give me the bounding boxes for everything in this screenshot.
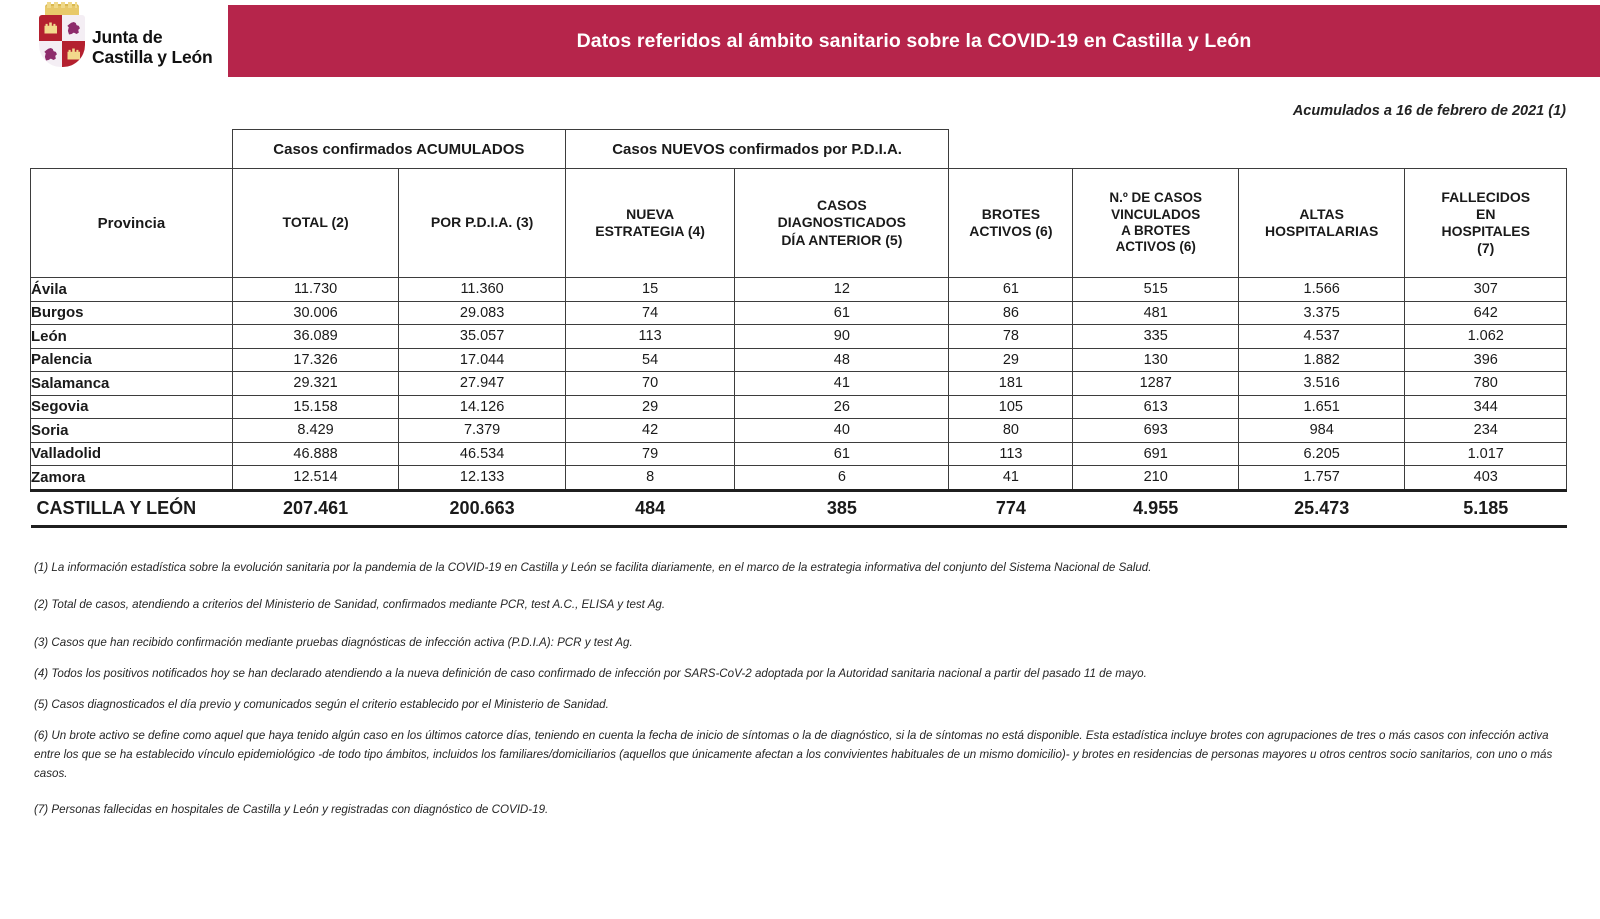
footnotes [34, 560, 1566, 819]
total-cell-por-pdia: 200.663 [399, 490, 566, 526]
cell-provincia: Salamanca [31, 372, 233, 396]
cell-vinculados: 1287 [1073, 372, 1239, 396]
table-row [31, 348, 1567, 372]
cell-provincia: Soria [31, 419, 233, 443]
table-row [31, 278, 1567, 302]
cell-brotes: 61 [949, 278, 1073, 302]
cell-dia-anterior: 90 [735, 325, 949, 349]
column-header-dia-anterior-line2: DIAGNOSTICADOS [777, 214, 907, 231]
cell-total: 46.888 [232, 442, 399, 466]
cell-nueva-estrategia: 8 [565, 466, 735, 491]
cell-vinculados: 481 [1073, 301, 1239, 325]
cell-brotes: 181 [949, 372, 1073, 396]
cell-altas: 1.566 [1238, 278, 1405, 302]
cell-provincia: Ávila [31, 278, 233, 302]
cell-vinculados: 515 [1073, 278, 1239, 302]
group-header-spacer [31, 130, 233, 169]
group-header-spacer-right [949, 130, 1567, 169]
cell-por-pdia: 27.947 [399, 372, 566, 396]
cell-provincia: Valladolid [31, 442, 233, 466]
cell-dia-anterior: 6 [735, 466, 949, 491]
shield-quarter-castle-1 [39, 15, 62, 41]
total-cell-brotes: 774 [949, 490, 1073, 526]
cell-total: 36.089 [232, 325, 399, 349]
table-total-row [31, 490, 1567, 526]
cell-provincia: Palencia [31, 348, 233, 372]
cell-fallecidos: 307 [1405, 278, 1567, 302]
column-header-vinculados-line2: VINCULADOS [1111, 206, 1201, 222]
table-row [31, 442, 1567, 466]
cell-total: 12.514 [232, 466, 399, 491]
column-header-altas-line2: HOSPITALARIAS [1265, 223, 1379, 239]
table-group-header-row [31, 130, 1567, 169]
cell-total: 11.730 [232, 278, 399, 302]
column-header-por-pdia: POR P.D.I.A. (3) [399, 169, 566, 278]
cell-vinculados: 693 [1073, 419, 1239, 443]
cell-brotes: 80 [949, 419, 1073, 443]
cell-vinculados: 691 [1073, 442, 1239, 466]
column-header-dia-anterior [735, 169, 949, 278]
footnote-3: (3) Casos que han recibido confirmación mediante pruebas diagnósticas de infección activa (P.D.I.A): PCR y test Ag. [34, 636, 633, 650]
column-header-nueva-estrategia-line1: NUEVA [626, 205, 675, 222]
cell-dia-anterior: 61 [735, 301, 949, 325]
cell-brotes: 113 [949, 442, 1073, 466]
title-banner [228, 5, 1600, 77]
column-header-vinculados-line1: N.º DE CASOS [1109, 190, 1203, 206]
cell-fallecidos: 234 [1405, 419, 1567, 443]
cell-altas: 1.757 [1238, 466, 1405, 491]
cell-total: 29.321 [232, 372, 399, 396]
cell-nueva-estrategia: 113 [565, 325, 735, 349]
cell-brotes: 86 [949, 301, 1073, 325]
table-column-header-row [31, 169, 1567, 278]
column-header-fallecidos-line4: (7) [1477, 240, 1495, 257]
junta-castilla-leon-crest-icon [36, 4, 88, 70]
cell-altas: 3.375 [1238, 301, 1405, 325]
cell-nueva-estrategia: 29 [565, 395, 735, 419]
covid-data-table [30, 129, 1567, 528]
column-header-dia-anterior-line3: DÍA ANTERIOR (5) [781, 231, 903, 248]
footnote-6: (6) Un brote activo se define como aquel que haya tenido algún caso en los últimos catorce días, teniendo en cuenta la fecha de inicio de síntomas o la de diagnóstico, si la de síntomas no está disponible. Esta estadística incluye brotes con agrupaciones de tres o más casos con infección activa entre los que se ha establecido vínculo epidemiológico -de todo tipo ámbitos, incluidos los familiares/domiciliarios (aquellos que únicamente afectan a los convivientes habituales de un mismo domicilio)- y brotes en residencias de personas mayores u otros centros socio sanitarios, con uno o más casos. [34, 729, 1553, 781]
cell-nueva-estrategia: 70 [565, 372, 735, 396]
cell-por-pdia: 14.126 [399, 395, 566, 419]
cell-fallecidos: 344 [1405, 395, 1567, 419]
cell-provincia: León [31, 325, 233, 349]
cell-vinculados: 210 [1073, 466, 1239, 491]
column-header-nueva-estrategia [565, 169, 735, 278]
accumulated-date-label: Acumulados a 16 de febrero de 2021 (1) [1292, 103, 1566, 119]
column-header-vinculados-line4: ACTIVOS (6) [1115, 239, 1196, 255]
cell-altas: 1.882 [1238, 348, 1405, 372]
page-header [0, 0, 1600, 85]
cell-brotes: 78 [949, 325, 1073, 349]
column-header-altas-line1: ALTAS [1299, 205, 1344, 222]
cell-nueva-estrategia: 42 [565, 419, 735, 443]
total-cell-altas: 25.473 [1238, 490, 1405, 526]
table-row [31, 419, 1567, 443]
column-header-fallecidos-line1: FALLECIDOS [1441, 188, 1531, 205]
cell-por-pdia: 11.360 [399, 278, 566, 302]
cell-brotes: 29 [949, 348, 1073, 372]
column-header-fallecidos-line3: HOSPITALES [1441, 223, 1530, 239]
cell-altas: 6.205 [1238, 442, 1405, 466]
cell-altas: 984 [1238, 419, 1405, 443]
cell-por-pdia: 12.133 [399, 466, 566, 491]
cell-por-pdia: 29.083 [399, 301, 566, 325]
lion-icon [44, 48, 58, 61]
total-label: CASTILLA Y LEÓN [31, 490, 233, 526]
logo-line-1: Junta de [92, 27, 163, 47]
column-header-altas-hospitalarias [1238, 169, 1405, 278]
column-header-nueva-estrategia-line2: ESTRATEGIA (4) [595, 223, 705, 239]
total-cell-fallecidos: 5.185 [1405, 490, 1567, 526]
column-header-fallecidos [1405, 169, 1567, 278]
table-row [31, 325, 1567, 349]
shield-quarter-lion-1 [62, 15, 85, 41]
cell-provincia: Zamora [31, 466, 233, 491]
total-cell-vinculados: 4.955 [1073, 490, 1239, 526]
cell-total: 15.158 [232, 395, 399, 419]
total-cell-nueva-estrategia: 484 [565, 490, 735, 526]
group-header-acumulados: Casos confirmados ACUMULADOS [232, 130, 565, 169]
cell-fallecidos: 1.017 [1405, 442, 1567, 466]
cell-total: 8.429 [232, 419, 399, 443]
cell-dia-anterior: 48 [735, 348, 949, 372]
footnote-5: (5) Casos diagnosticados el día previo y comunicados según el criterio establecido por el Ministerio de Sanidad. [34, 697, 609, 711]
column-header-total: TOTAL (2) [232, 169, 399, 278]
column-header-brotes-activos [949, 169, 1073, 278]
column-header-dia-anterior-line1: CASOS [816, 197, 867, 214]
cell-fallecidos: 396 [1405, 348, 1567, 372]
cell-dia-anterior: 41 [735, 372, 949, 396]
group-header-nuevos: Casos NUEVOS confirmados por P.D.I.A. [565, 130, 948, 169]
cell-nueva-estrategia: 54 [565, 348, 735, 372]
shield-icon [39, 15, 85, 67]
castle-icon [44, 23, 57, 34]
column-header-brotes-line2: ACTIVOS (6) [969, 223, 1053, 239]
cell-altas: 3.516 [1238, 372, 1405, 396]
table-row [31, 372, 1567, 396]
table-row [31, 395, 1567, 419]
cell-fallecidos: 642 [1405, 301, 1567, 325]
cell-total: 17.326 [232, 348, 399, 372]
footnote-7: (7) Personas fallecidas en hospitales de Castilla y León y registradas con diagnóstico de COVID-19. [34, 802, 549, 816]
shield-quarter-castle-2 [62, 41, 85, 67]
cell-total: 30.006 [232, 301, 399, 325]
cell-dia-anterior: 40 [735, 419, 949, 443]
cell-provincia: Burgos [31, 301, 233, 325]
castle-icon [67, 49, 80, 60]
cell-brotes: 105 [949, 395, 1073, 419]
column-header-fallecidos-line2: EN [1476, 205, 1496, 222]
total-cell-total: 207.461 [232, 490, 399, 526]
footnote-2: (2) Total de casos, atendiendo a criterios del Ministerio de Sanidad, confirmados mediante PCR, test A.C., ELISA y test Ag. [34, 598, 666, 612]
table-body [31, 278, 1567, 527]
cell-por-pdia: 7.379 [399, 419, 566, 443]
logo-line-2: Castilla y León [92, 46, 213, 67]
table-row [31, 466, 1567, 491]
junta-logo [28, 2, 213, 82]
shield-quarter-lion-2 [39, 41, 62, 67]
cell-dia-anterior: 26 [735, 395, 949, 419]
column-header-casos-vinculados [1073, 169, 1239, 278]
cell-nueva-estrategia: 79 [565, 442, 735, 466]
cell-fallecidos: 780 [1405, 372, 1567, 396]
banner-title: Datos referidos al ámbito sanitario sobre la COVID-19 en Castilla y León [576, 29, 1252, 52]
cell-brotes: 41 [949, 466, 1073, 491]
cell-vinculados: 335 [1073, 325, 1239, 349]
cell-por-pdia: 17.044 [399, 348, 566, 372]
footnote-1: (1) La información estadística sobre la evolución sanitaria por la pandemia de la COVID-19 en Castilla y León se facilita diariamente, en el marco de la estrategia informativa del conjunto del Sistema Nacional de Salud. [34, 560, 1152, 574]
cell-fallecidos: 403 [1405, 466, 1567, 491]
cell-nueva-estrategia: 74 [565, 301, 735, 325]
covid-table-container [30, 129, 1570, 528]
footnote-4: (4) Todos los positivos notificados hoy se han declarado atendiendo a la nueva definición de caso confirmado de infección por SARS-CoV-2 adoptada por la Autoridad sanitaria nacional a partir del pasado 11 de mayo. [34, 666, 1147, 680]
cell-por-pdia: 46.534 [399, 442, 566, 466]
cell-altas: 1.651 [1238, 395, 1405, 419]
cell-por-pdia: 35.057 [399, 325, 566, 349]
cell-dia-anterior: 61 [735, 442, 949, 466]
table-row [31, 301, 1567, 325]
cell-provincia: Segovia [31, 395, 233, 419]
cell-vinculados: 613 [1073, 395, 1239, 419]
column-header-brotes-line1: BROTES [981, 205, 1041, 222]
cell-nueva-estrategia: 15 [565, 278, 735, 302]
cell-fallecidos: 1.062 [1405, 325, 1567, 349]
logo-wordmark [92, 28, 213, 68]
cell-altas: 4.537 [1238, 325, 1405, 349]
total-cell-dia-anterior: 385 [735, 490, 949, 526]
cell-vinculados: 130 [1073, 348, 1239, 372]
column-header-vinculados-line3: A BROTES [1121, 223, 1191, 238]
cell-dia-anterior: 12 [735, 278, 949, 302]
lion-icon [67, 22, 81, 35]
column-header-provincia: Provincia [31, 169, 233, 278]
